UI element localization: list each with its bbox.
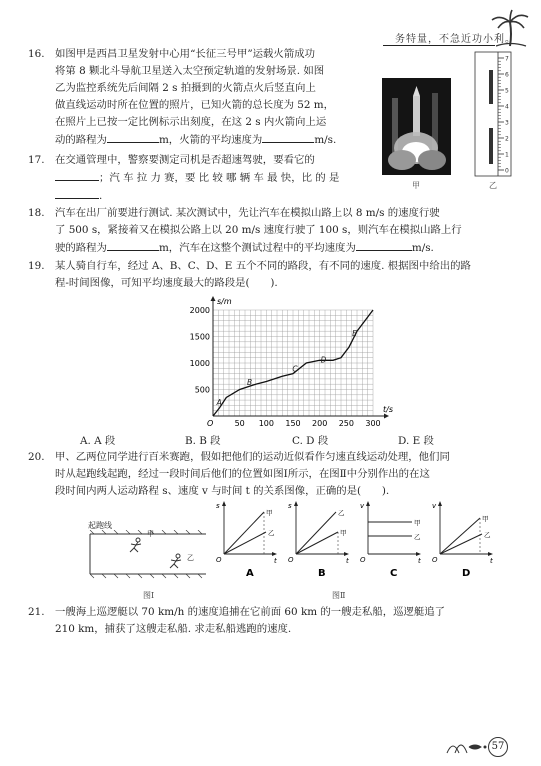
fig-label-yi: 乙 — [489, 181, 497, 190]
label-jia: 甲 — [340, 529, 347, 537]
y-tick-label: 1000 — [189, 359, 210, 368]
option-d[interactable]: D. E 段 — [398, 435, 434, 447]
question-17 — [28, 152, 380, 205]
fig1-caption: 图Ⅰ — [143, 591, 155, 600]
graph-letter: A — [246, 568, 254, 579]
graph-c — [360, 501, 421, 579]
line-yi — [296, 512, 336, 554]
fig-label-jia: 甲 — [412, 181, 420, 190]
option-b[interactable]: B. B 段 — [185, 435, 221, 447]
x-tick-label: 100 — [258, 419, 274, 428]
option-c[interactable]: C. D 段 — [292, 435, 329, 447]
q18-line-1: 汽车在出厂前要进行测试. 某次测试中，先让汽车在模拟山路上以 8 m/s 的速度行驶 — [55, 207, 440, 219]
question-16 — [28, 46, 385, 149]
answer-blank[interactable] — [55, 187, 99, 199]
ruler-tick-label: 0 — [505, 167, 509, 175]
x-tick-label: 300 — [365, 419, 381, 428]
ruler-tick-label: 6 — [505, 71, 509, 79]
ruler-tick-label: 1 — [505, 151, 509, 159]
line-jia — [224, 512, 264, 554]
y-axis-label: s/m — [217, 297, 232, 306]
graph-b — [288, 501, 349, 579]
x-tick-label: 50 — [234, 419, 245, 428]
x-tick-label: 150 — [285, 419, 301, 428]
header-rule — [383, 45, 495, 46]
y-axis-arrow — [366, 501, 370, 506]
q16-line-2: 将第 8 颗北斗导航卫星送入太空预定轨道的发射场景. 如图 — [55, 65, 325, 77]
x-tick-label: 250 — [338, 419, 354, 428]
q21-line-2: 210 km，捕获了这艘走私船. 求走私船逃跑的速度. — [55, 623, 292, 635]
line-jia — [296, 532, 338, 554]
answer-blank[interactable] — [262, 131, 314, 143]
rocket-photo — [382, 78, 451, 175]
question-20 — [28, 449, 495, 500]
segment-label: B — [247, 378, 253, 388]
x-axis-label: t — [490, 557, 493, 565]
x-axis-label: t — [274, 557, 277, 565]
question-21 — [28, 604, 495, 638]
question-18 — [28, 205, 495, 257]
q17-line-3 — [55, 187, 380, 205]
q18-line-3 — [55, 239, 495, 257]
option-a[interactable]: A. A 段 — [80, 435, 116, 447]
q18-text-a: 驶的路程为 — [55, 242, 107, 254]
graph-letter: D — [462, 568, 471, 579]
label-yi: 乙 — [484, 531, 491, 539]
q17-line-2 — [55, 169, 380, 187]
ruler-figure — [474, 50, 514, 178]
question-number: 17. — [28, 154, 45, 166]
y-axis-arrow — [294, 501, 298, 506]
q16-line-1: 如图甲是西昌卫星发射中心用“长征三号甲”运载火箭成功 — [55, 48, 315, 60]
q16-line-6 — [55, 131, 385, 149]
y-tick-label: 2000 — [189, 306, 210, 315]
line-jia — [440, 518, 480, 554]
x-axis-label: t/s — [383, 405, 393, 414]
y-axis-label: s — [216, 502, 220, 510]
q16-text-b: m，火箭的平均速度为 — [158, 134, 263, 146]
question-number: 16. — [28, 48, 45, 60]
y-axis-label: s — [288, 502, 292, 510]
answer-blank[interactable] — [107, 131, 159, 143]
x-axis-arrow — [272, 552, 277, 556]
ruler-tick-label: 4 — [505, 103, 509, 111]
q17-text-end: . — [99, 190, 103, 202]
y-axis-arrow — [222, 501, 226, 506]
q16-text-a: 动的路程为 — [55, 134, 107, 146]
x-axis-arrow — [384, 414, 389, 419]
question-number: 18. — [28, 207, 45, 219]
y-axis-label: v — [432, 502, 437, 510]
x-axis-arrow — [416, 552, 421, 556]
ruler-tick-label: 7 — [505, 55, 509, 63]
q19-line-2: 程-时间图像，可知平均速度最大的路段是( ). — [55, 277, 278, 289]
q21-line-1: 一艘海上巡逻艇以 70 km/h 的速度追捕在它前面 60 km 的一艘走私船，巡逻艇追了 — [55, 606, 446, 618]
q17-line-1: 在交通管理中，警察要测定司机是否超速驾驶，要看它的 — [55, 154, 315, 166]
graph-d — [432, 501, 493, 579]
segment-label: C — [292, 364, 298, 374]
palm-tree-icon — [490, 8, 530, 48]
origin-label: O — [216, 556, 222, 564]
answer-blank[interactable] — [356, 239, 412, 251]
x-tick-label: 200 — [312, 419, 328, 428]
x-axis-label: t — [418, 557, 421, 565]
question-number: 19. — [28, 260, 45, 272]
runner-yi-label: 乙 — [187, 554, 194, 562]
question-19 — [28, 258, 495, 292]
fig2-caption: 图Ⅱ — [332, 591, 346, 600]
page-number: 57 — [488, 737, 508, 757]
answer-blank[interactable] — [55, 169, 99, 181]
origin-label: O — [360, 556, 366, 564]
graph-letter: C — [390, 568, 398, 579]
answer-blank[interactable] — [107, 239, 159, 251]
label-yi: 乙 — [414, 533, 421, 541]
y-tick-label: 500 — [194, 385, 210, 395]
line-yi — [440, 534, 482, 554]
q20-line-1: 甲、乙两位同学进行百米赛跑，假如把他们的运动近似看作匀速直线运动处理，他们同 — [55, 451, 450, 463]
q16-text-c: m/s. — [314, 134, 337, 146]
segment-label: A — [216, 397, 222, 407]
q20-line-3: 段时间内两人运动路程 s、速度 v 与时间 t 的关系图像，正确的是( ). — [55, 485, 390, 497]
y-axis-arrow — [211, 296, 216, 301]
q18-text-c: m/s. — [411, 242, 434, 254]
origin-label: O — [288, 556, 294, 564]
footer-decoration-icon — [445, 735, 487, 757]
ruler-tick-label: 3 — [505, 119, 509, 127]
distance-time-chart — [168, 292, 398, 432]
question-number: 21. — [28, 606, 45, 618]
ruler-tick-label: 2 — [505, 135, 509, 143]
q16-line-3: 乙为监控系统先后间隔 2 s 拍摄到的火箭点火后竖直向上 — [55, 82, 316, 94]
label-jia: 甲 — [414, 519, 421, 527]
x-axis-label: t — [346, 557, 349, 565]
start-line-label: 起跑线 — [88, 521, 112, 530]
motion-graphs-figure — [214, 498, 504, 590]
x-axis-arrow — [344, 552, 349, 556]
origin-label: O — [207, 419, 214, 428]
ruler-tick-label: 5 — [505, 87, 509, 95]
q17-text: ；汽 车 拉 力 赛，要 比 较 哪 辆 车 最 快，比 的 是 — [99, 172, 340, 184]
graph-a — [216, 501, 277, 579]
label-yi: 乙 — [268, 529, 275, 537]
y-tick-label: 1500 — [189, 332, 210, 342]
line-yi — [224, 532, 266, 554]
segment-label: E — [352, 328, 357, 338]
y-axis-arrow — [438, 501, 442, 506]
runner-jia-label: 甲 — [147, 530, 154, 538]
label-jia: 甲 — [482, 515, 489, 523]
header-motto: 务特量，不急近功小利。 — [395, 34, 516, 45]
segment-label: D — [320, 355, 327, 365]
y-axis-label: v — [360, 502, 365, 510]
q20-line-2: 时从起跑线起跑，经过一段时间后他们的位置如图Ⅰ所示，在图Ⅱ中分别作出的在这 — [55, 468, 430, 480]
q16-line-5: 在照片上已按一定比例标示出刻度，在这 2 s 内火箭向上运 — [55, 116, 327, 128]
question-number: 20. — [28, 451, 45, 463]
origin-label: O — [432, 556, 438, 564]
q18-line-2: 了 500 s，紧接着又在模拟公路上以 20 m/s 速度行驶了 100 s，则汽车在模拟山路上行 — [55, 224, 462, 236]
label-jia: 甲 — [266, 509, 273, 517]
q19-line-1: 某人骑自行车，经过 A、B、C、D、E 五个不同的路段，有不同的速度. 根据图中给出的路 — [55, 260, 471, 272]
label-yi: 乙 — [338, 509, 345, 517]
x-axis-arrow — [488, 552, 493, 556]
graph-letter: B — [318, 568, 326, 579]
q16-line-4: 做直线运动时所在位置的照片，已知火箭的总长度为 52 m， — [55, 99, 335, 111]
q18-text-b: m，汽车在这整个测试过程中的平均速度为 — [158, 242, 356, 254]
